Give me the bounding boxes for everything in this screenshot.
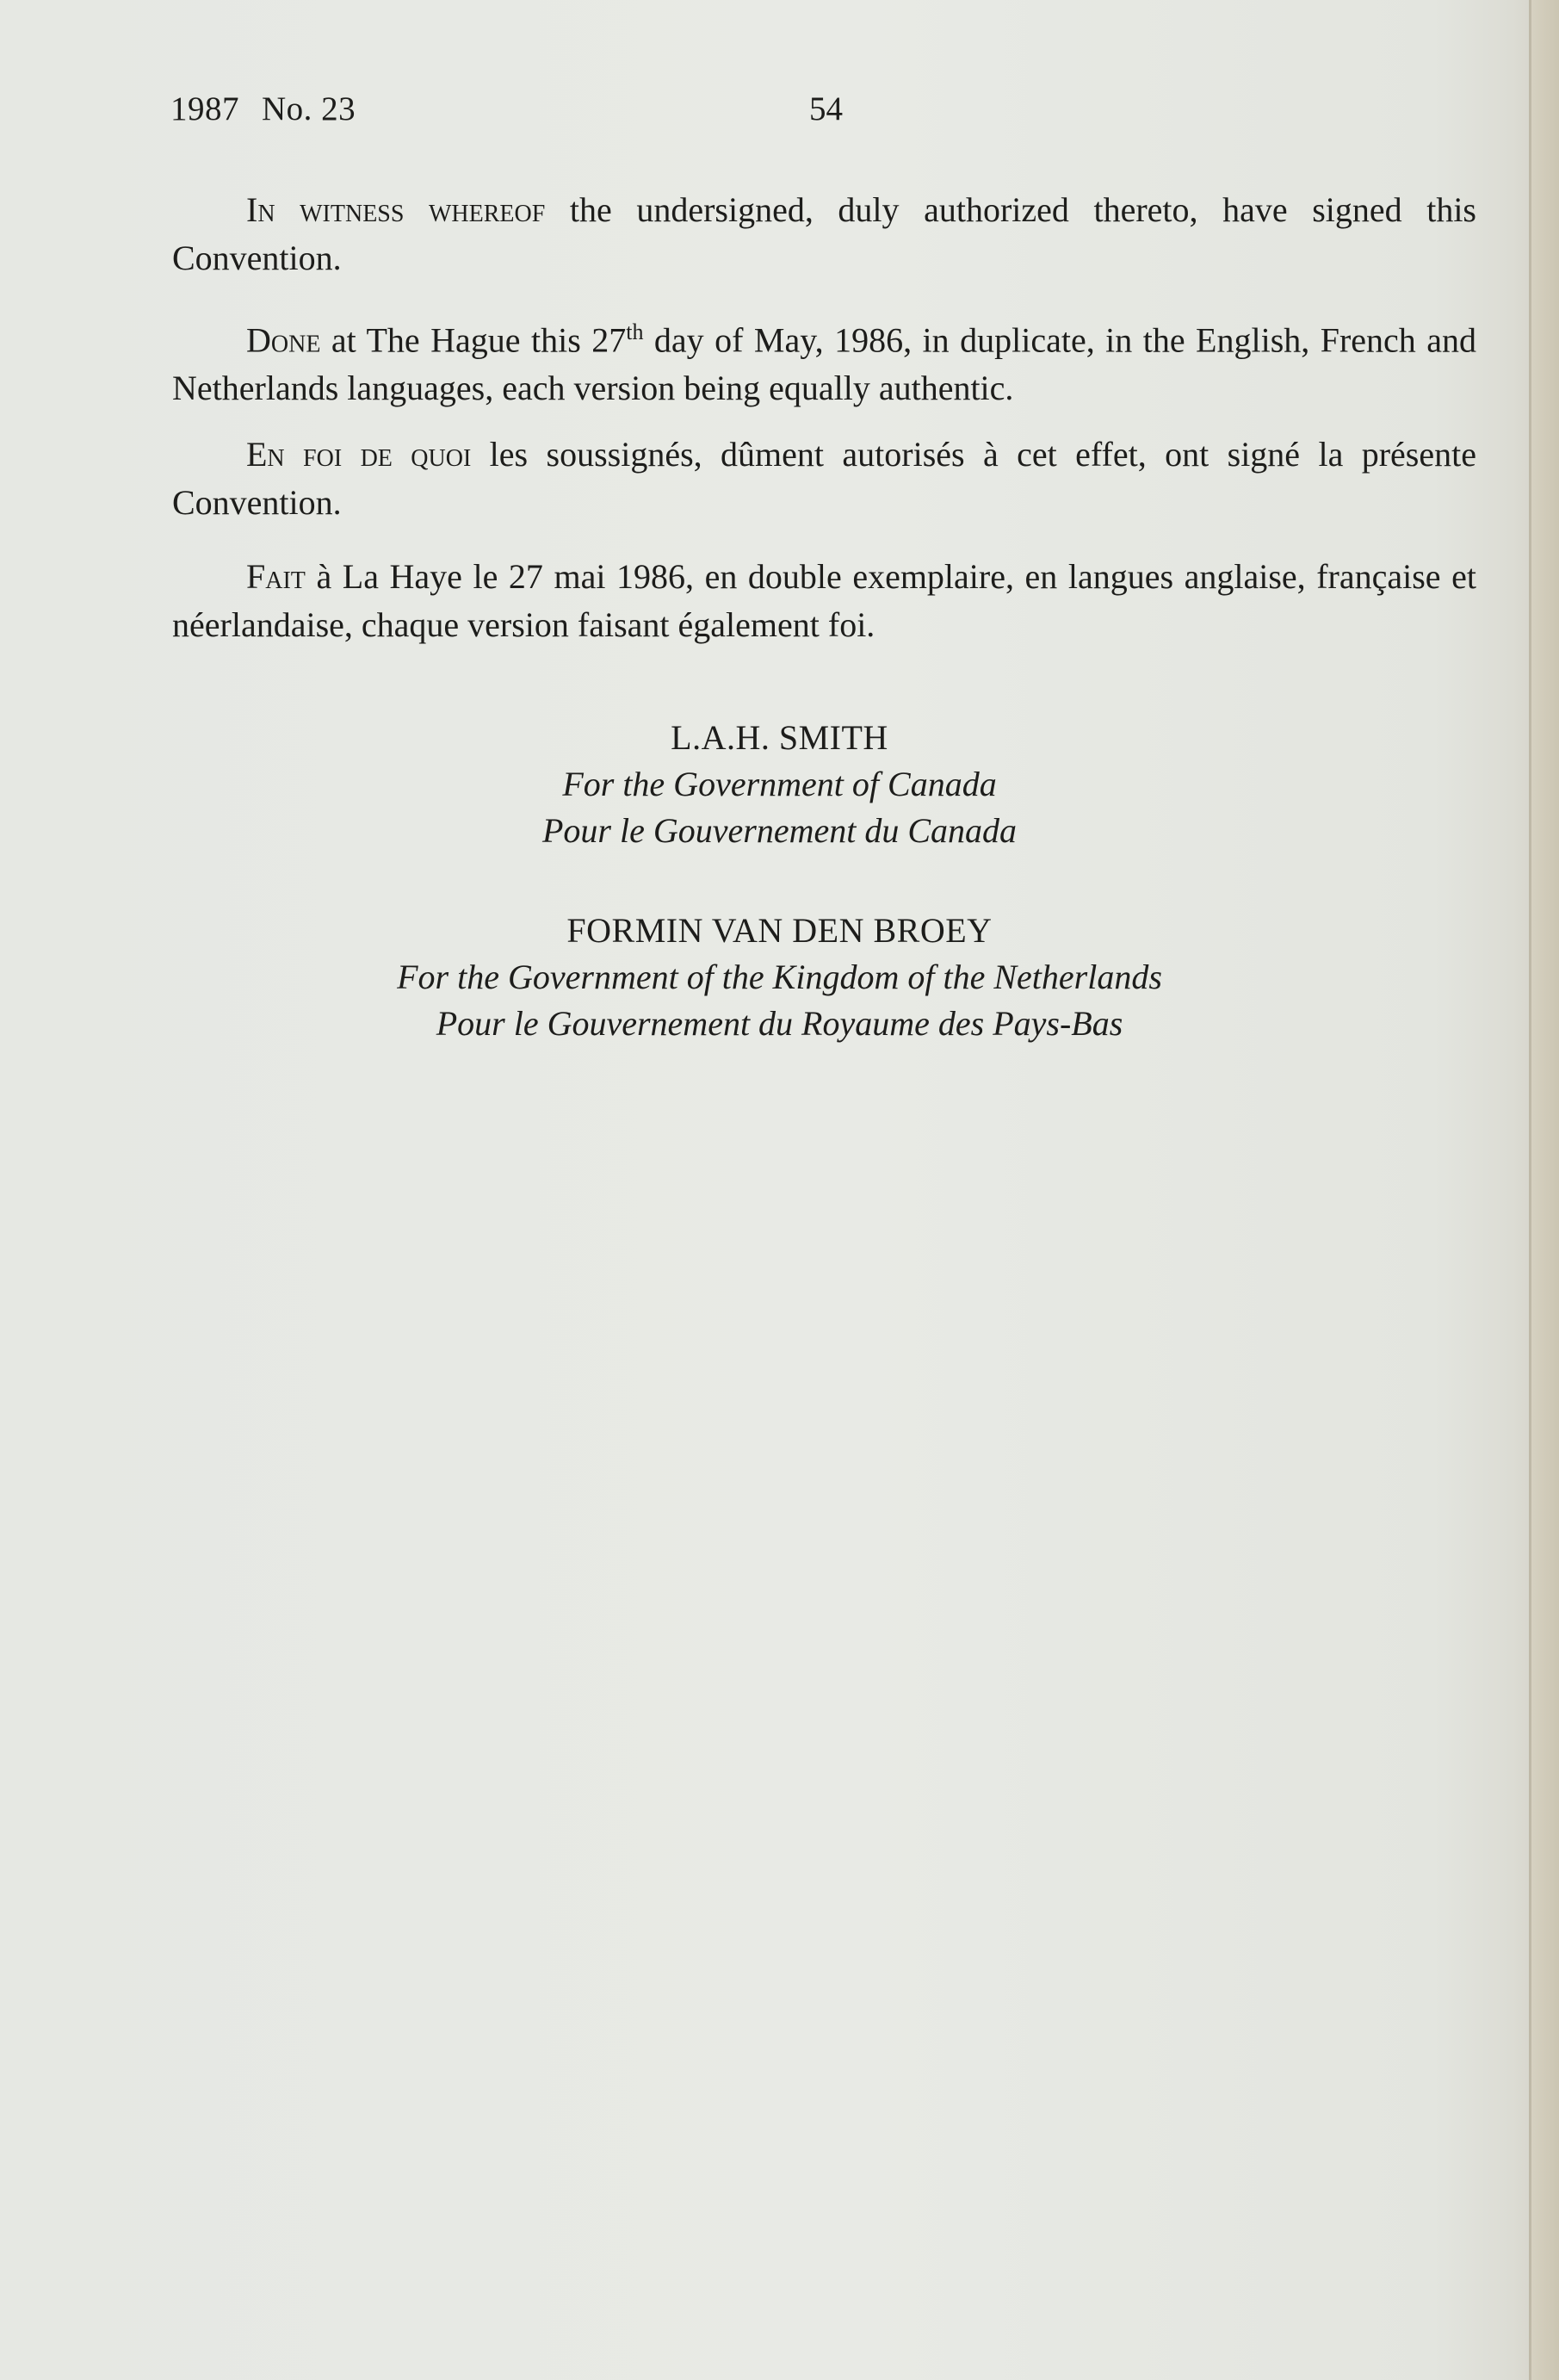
- page-header: [170, 90, 356, 128]
- paragraph-lead: Fait: [246, 557, 306, 596]
- signatory-name: L.A.H. SMITH: [671, 718, 888, 757]
- signature-block-netherlands: [0, 908, 1559, 1047]
- paragraph-text: les soussignés, dûment autorisés à cet effet, ont signé la présente Convention.: [172, 435, 1476, 522]
- paragraph-done: [172, 308, 1476, 412]
- signatory-capacity-fr: Pour le Gouvernement du Royaume des Pays-Bas: [436, 1004, 1123, 1043]
- signatory-capacity-en: For the Government of the Kingdom of the Netherlands: [397, 958, 1162, 996]
- header-number: No. 23: [262, 90, 356, 127]
- paragraph-fait: [172, 553, 1476, 649]
- header-year: 1987: [170, 90, 239, 127]
- signatory-capacity-fr: Pour le Gouvernement du Canada: [541, 811, 1017, 850]
- paragraph-lead: En foi de quoi: [246, 435, 472, 474]
- paragraph-text: day of May, 1986, in duplicate, in the English, French and Netherlands languages, each version being equally authentic.: [172, 320, 1476, 408]
- paragraph-lead: In witness whereof: [246, 190, 546, 229]
- page-number: 54: [809, 90, 843, 127]
- paragraph-text: à La Haye le 27 mai 1986, en double exemplaire, en langues anglaise, française et néerlandaise, chaque version faisant également foi.: [172, 557, 1476, 644]
- paragraph-text: at The Hague this 27: [320, 320, 627, 360]
- page-edge-strip: [1531, 0, 1559, 2380]
- date-superscript: th: [626, 319, 644, 344]
- signatory-capacity-en: For the Government of Canada: [562, 765, 997, 803]
- signature-block-canada: [0, 715, 1559, 854]
- paragraph-en-foi: [172, 431, 1476, 527]
- paragraph-in-witness: [172, 186, 1476, 282]
- paragraph-lead: Done: [246, 320, 321, 360]
- signatory-name: FORMIN VAN DEN BROEY: [566, 911, 993, 950]
- paragraph-text: the undersigned, duly authorized thereto, have signed this Convention.: [172, 190, 1476, 277]
